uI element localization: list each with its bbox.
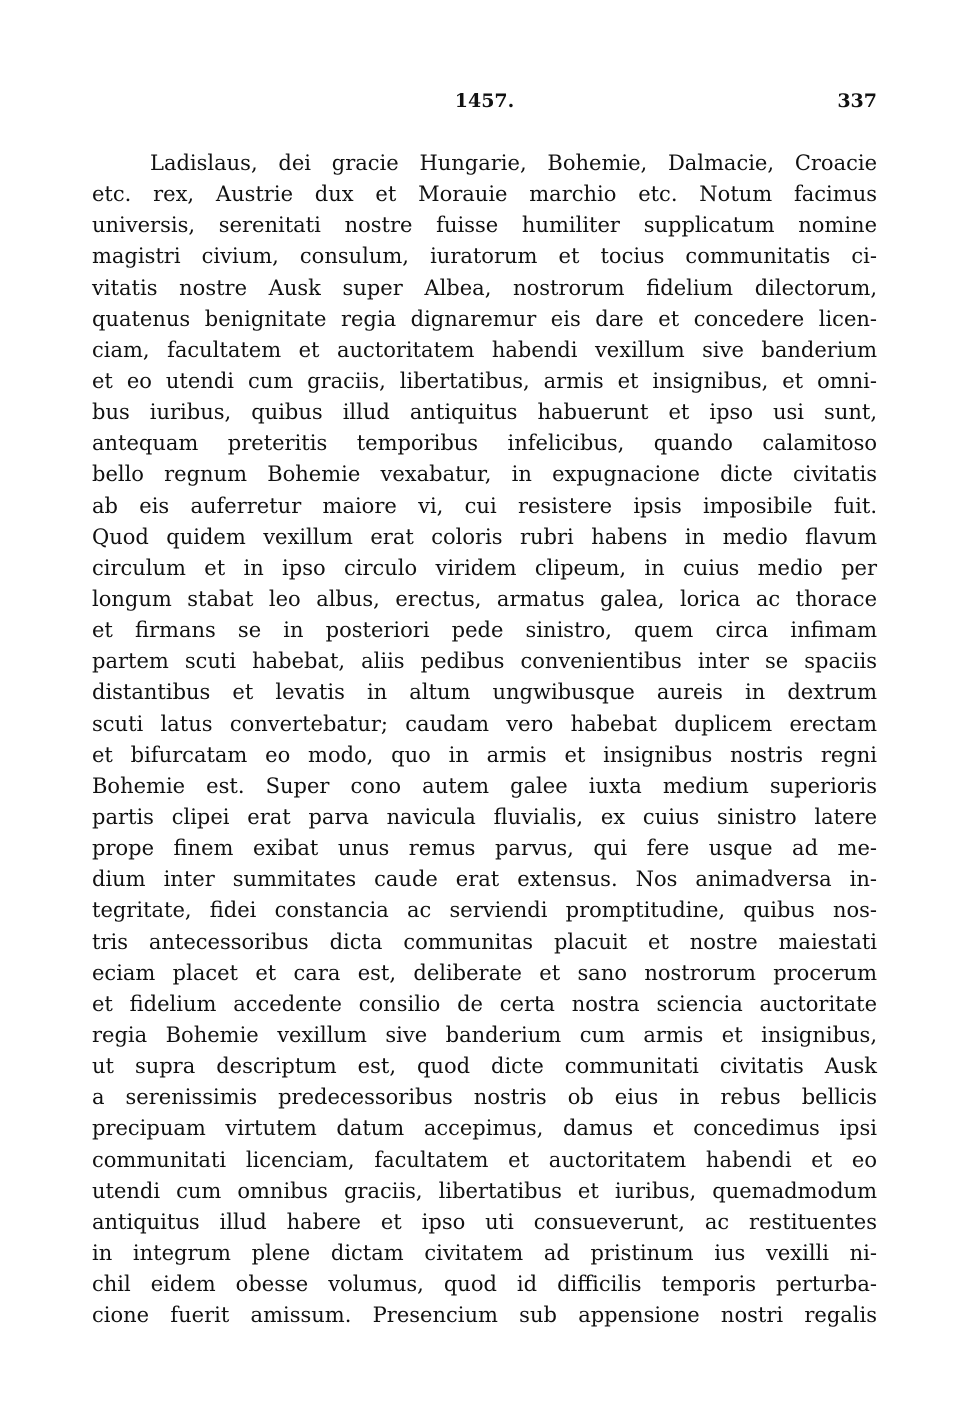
text-line: communitati licenciam, facultatem et auctoritatem habendi et eo (92, 1147, 877, 1172)
text-line: bus iuribus, quibus illud antiquitus habuerunt et ipso usi sunt, (92, 400, 877, 425)
text-line: quatenus benignitate regia dignaremur eis dare et concedere licen- (92, 306, 877, 331)
text-line: eciam placet et cara est, deliberate et sano nostrorum procerum (92, 960, 877, 985)
year-heading: 1457. (454, 90, 515, 112)
text-line: ab eis auferretur maiore vi, cui resistere ipsis imposibile fuit. (92, 493, 877, 518)
text-line: magistri civium, consulum, iuratorum et tocius communitatis ci- (92, 244, 877, 269)
text-line: prope finem exibat unus remus parvus, qui fere usque ad me- (92, 836, 877, 861)
text-line: a serenissimis predecessoribus nostris ob eius in rebus bellicis (92, 1085, 877, 1110)
text-line: etc. rex, Austrie dux et Morauie marchio etc. Notum facimus (92, 182, 877, 207)
document-body (92, 148, 877, 1331)
text-line: Quod quidem vexillum erat coloris rubri habens in medio flavum (92, 524, 877, 549)
text-line: universis, serenitati nostre fuisse humiliter supplicatum nomine (92, 213, 877, 238)
text-line: partis clipei erat parva navicula fluvialis, ex cuius sinistro latere (92, 804, 877, 829)
text-line: utendi cum omnibus graciis, libertatibus et iuribus, quemadmodum (92, 1178, 877, 1203)
text-line: tegritate, fidei constancia ac serviendi promptitudine, quibus nos- (92, 898, 877, 923)
text-line: ciam, facultatem et auctoritatem habendi vexillum sive banderium (92, 337, 877, 362)
text-line: et eo utendi cum graciis, libertatibus, armis et insignibus, et omni- (92, 368, 877, 393)
text-line: et fidelium accedente consilio de certa nostra sciencia auctoritate (92, 991, 877, 1016)
text-line: et bifurcatam eo modo, quo in armis et insignibus nostris regni (92, 742, 877, 767)
text-line: regia Bohemie vexillum sive banderium cum armis et insignibus, (92, 1022, 877, 1047)
text-line: bello regnum Bohemie vexabatur, in expugnacione dicte civitatis (92, 462, 877, 487)
text-line: antiquitus illud habere et ipso uti consueverunt, ac restituentes (92, 1209, 877, 1234)
text-line: ut supra descriptum est, quod dicte communitati civitatis Ausk (92, 1054, 877, 1079)
text-line: scuti latus convertebatur; caudam vero habebat duplicem erectam (92, 711, 877, 736)
text-line: Bohemie est. Super cono autem galee iuxta medium superioris (92, 773, 877, 798)
running-head (92, 88, 877, 114)
text-line: in integrum plene dictam civitatem ad pristinum ius vexilli ni- (92, 1240, 877, 1265)
text-line: chil eidem obesse volumus, quod id difficilis temporis perturba- (92, 1272, 877, 1297)
page-number: 337 (837, 90, 877, 112)
text-line: precipuam virtutem datum accepimus, damus et concedimus ipsi (92, 1116, 877, 1141)
text-line: longum stabat leo albus, erectus, armatus galea, lorica ac thorace (92, 586, 877, 611)
text-line: circulum et in ipso circulo viridem clipeum, in cuius medio per (92, 555, 877, 580)
text-line: dium inter summitates caude erat extensus. Nos animadversa in- (92, 867, 877, 892)
text-line: partem scuti habebat, aliis pedibus convenientibus inter se spaciis (92, 649, 877, 674)
text-line: antequam preteritis temporibus infelicibus, quando calamitoso (92, 431, 877, 456)
text-line: cione fuerit amissum. Presencium sub appensione nostri regalis (92, 1303, 877, 1328)
text-line: distantibus et levatis in altum ungwibusque aureis in dextrum (92, 680, 877, 705)
text-line: tris antecessoribus dicta communitas placuit et nostre maiestati (92, 929, 877, 954)
text-line: vitatis nostre Ausk super Albea, nostrorum fidelium dilectorum, (92, 275, 877, 300)
text-line: et firmans se in posteriori pede sinistro, quem circa infimam (92, 618, 877, 643)
text-line: Ladislaus, dei gracie Hungarie, Bohemie, Dalmacie, Croacie (150, 151, 877, 175)
